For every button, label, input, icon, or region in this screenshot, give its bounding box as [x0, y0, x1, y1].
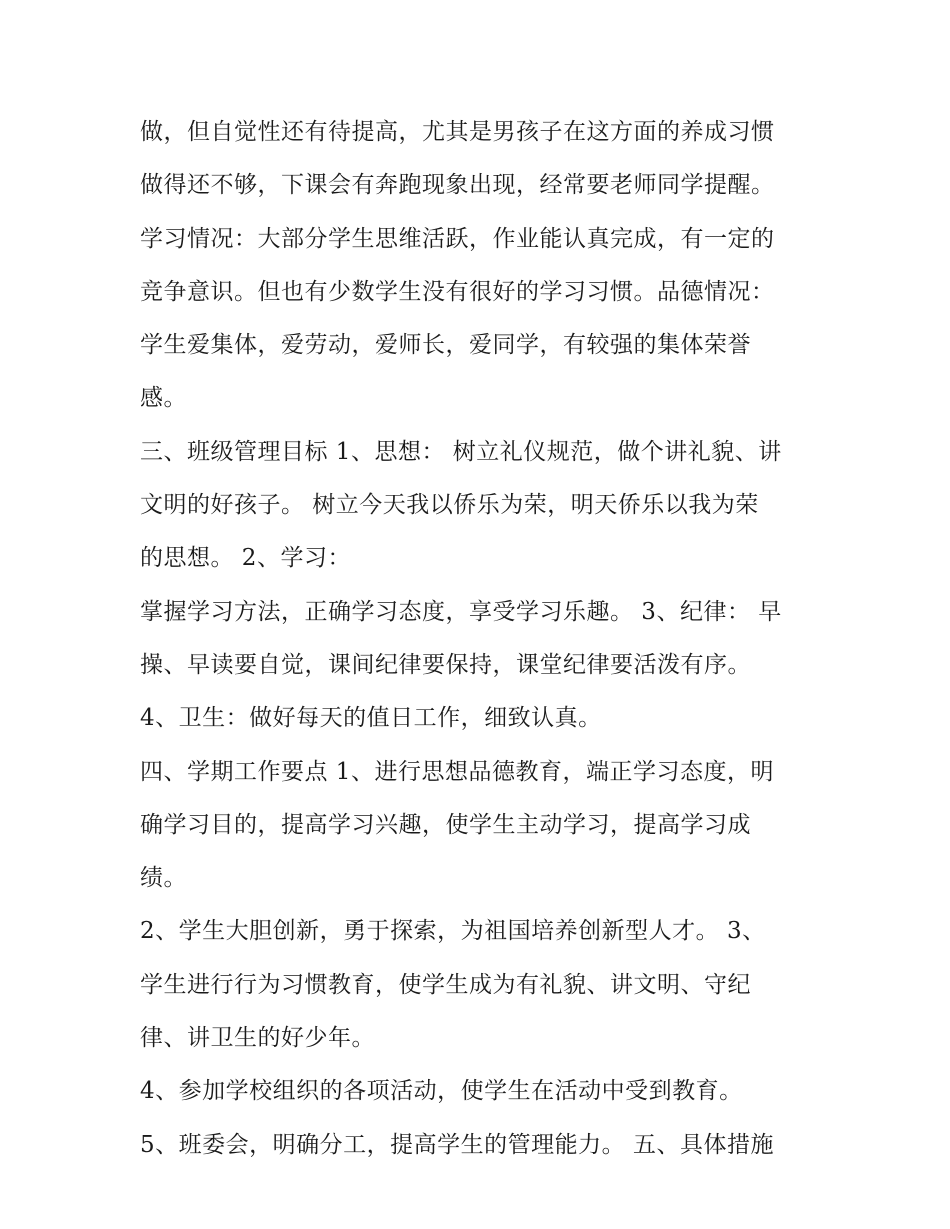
text-line: 4、参加学校组织的各项活动，使学生在活动中受到教育。 — [140, 1078, 743, 1105]
text-line: 感。 — [140, 385, 187, 412]
text-line: 2、学生大胆创新，勇于探索，为祖国培养创新型人才。 3、 — [140, 918, 766, 945]
text-line: 学生进行行为习惯教育，使学生成为有礼貌、讲文明、守纪 — [140, 971, 751, 998]
text-line: 做，但自觉性还有待提高，尤其是男孩子在这方面的养成习惯 — [140, 119, 775, 145]
text-line: 文明的好孩子。 树立今天我以侨乐为荣，明天侨乐以我为荣 — [140, 492, 759, 519]
text-line: 学生爱集体，爱劳动，爱师长，爱同学，有较强的集体荣誉 — [140, 332, 751, 359]
text-line: 学习情况：大部分学生思维活跃，作业能认真完成，有一定的 — [140, 225, 775, 252]
text-line: 掌握学习方法，正确学习态度，享受学习乐趣。 3、纪律： 早 — [140, 598, 782, 625]
text-line: 确学习目的，提高学习兴趣，使学生主动学习，提高学习成 — [140, 811, 751, 838]
text-line: 律、讲卫生的好少年。 — [140, 1025, 375, 1052]
text-line: 4、卫生：做好每天的值日工作，细致认真。 — [140, 705, 602, 732]
text-line: 做得还不够，下课会有奔跑现象出现，经常要老师同学提醒。 — [140, 172, 775, 199]
section-heading-line: 三、班级管理目标 1、思想： 树立礼仪规范，做个讲礼貌、讲 — [140, 438, 782, 465]
text-line: 操、早读要自觉，课间纪律要保持，课堂纪律要活泼有序。 — [140, 651, 751, 678]
text-line: 的思想。 2、学习： — [140, 545, 351, 572]
document-body — [140, 106, 820, 1172]
section-heading-line: 四、学期工作要点 1、进行思想品德教育，端正学习态度，明 — [140, 758, 774, 785]
text-line: 竞争意识。但也有少数学生没有很好的学习习惯。品德情况： — [140, 278, 775, 305]
text-line: 绩。 — [140, 865, 187, 892]
text-line: 5、班委会，明确分工，提高学生的管理能力。 五、具体措施 — [140, 1131, 774, 1158]
